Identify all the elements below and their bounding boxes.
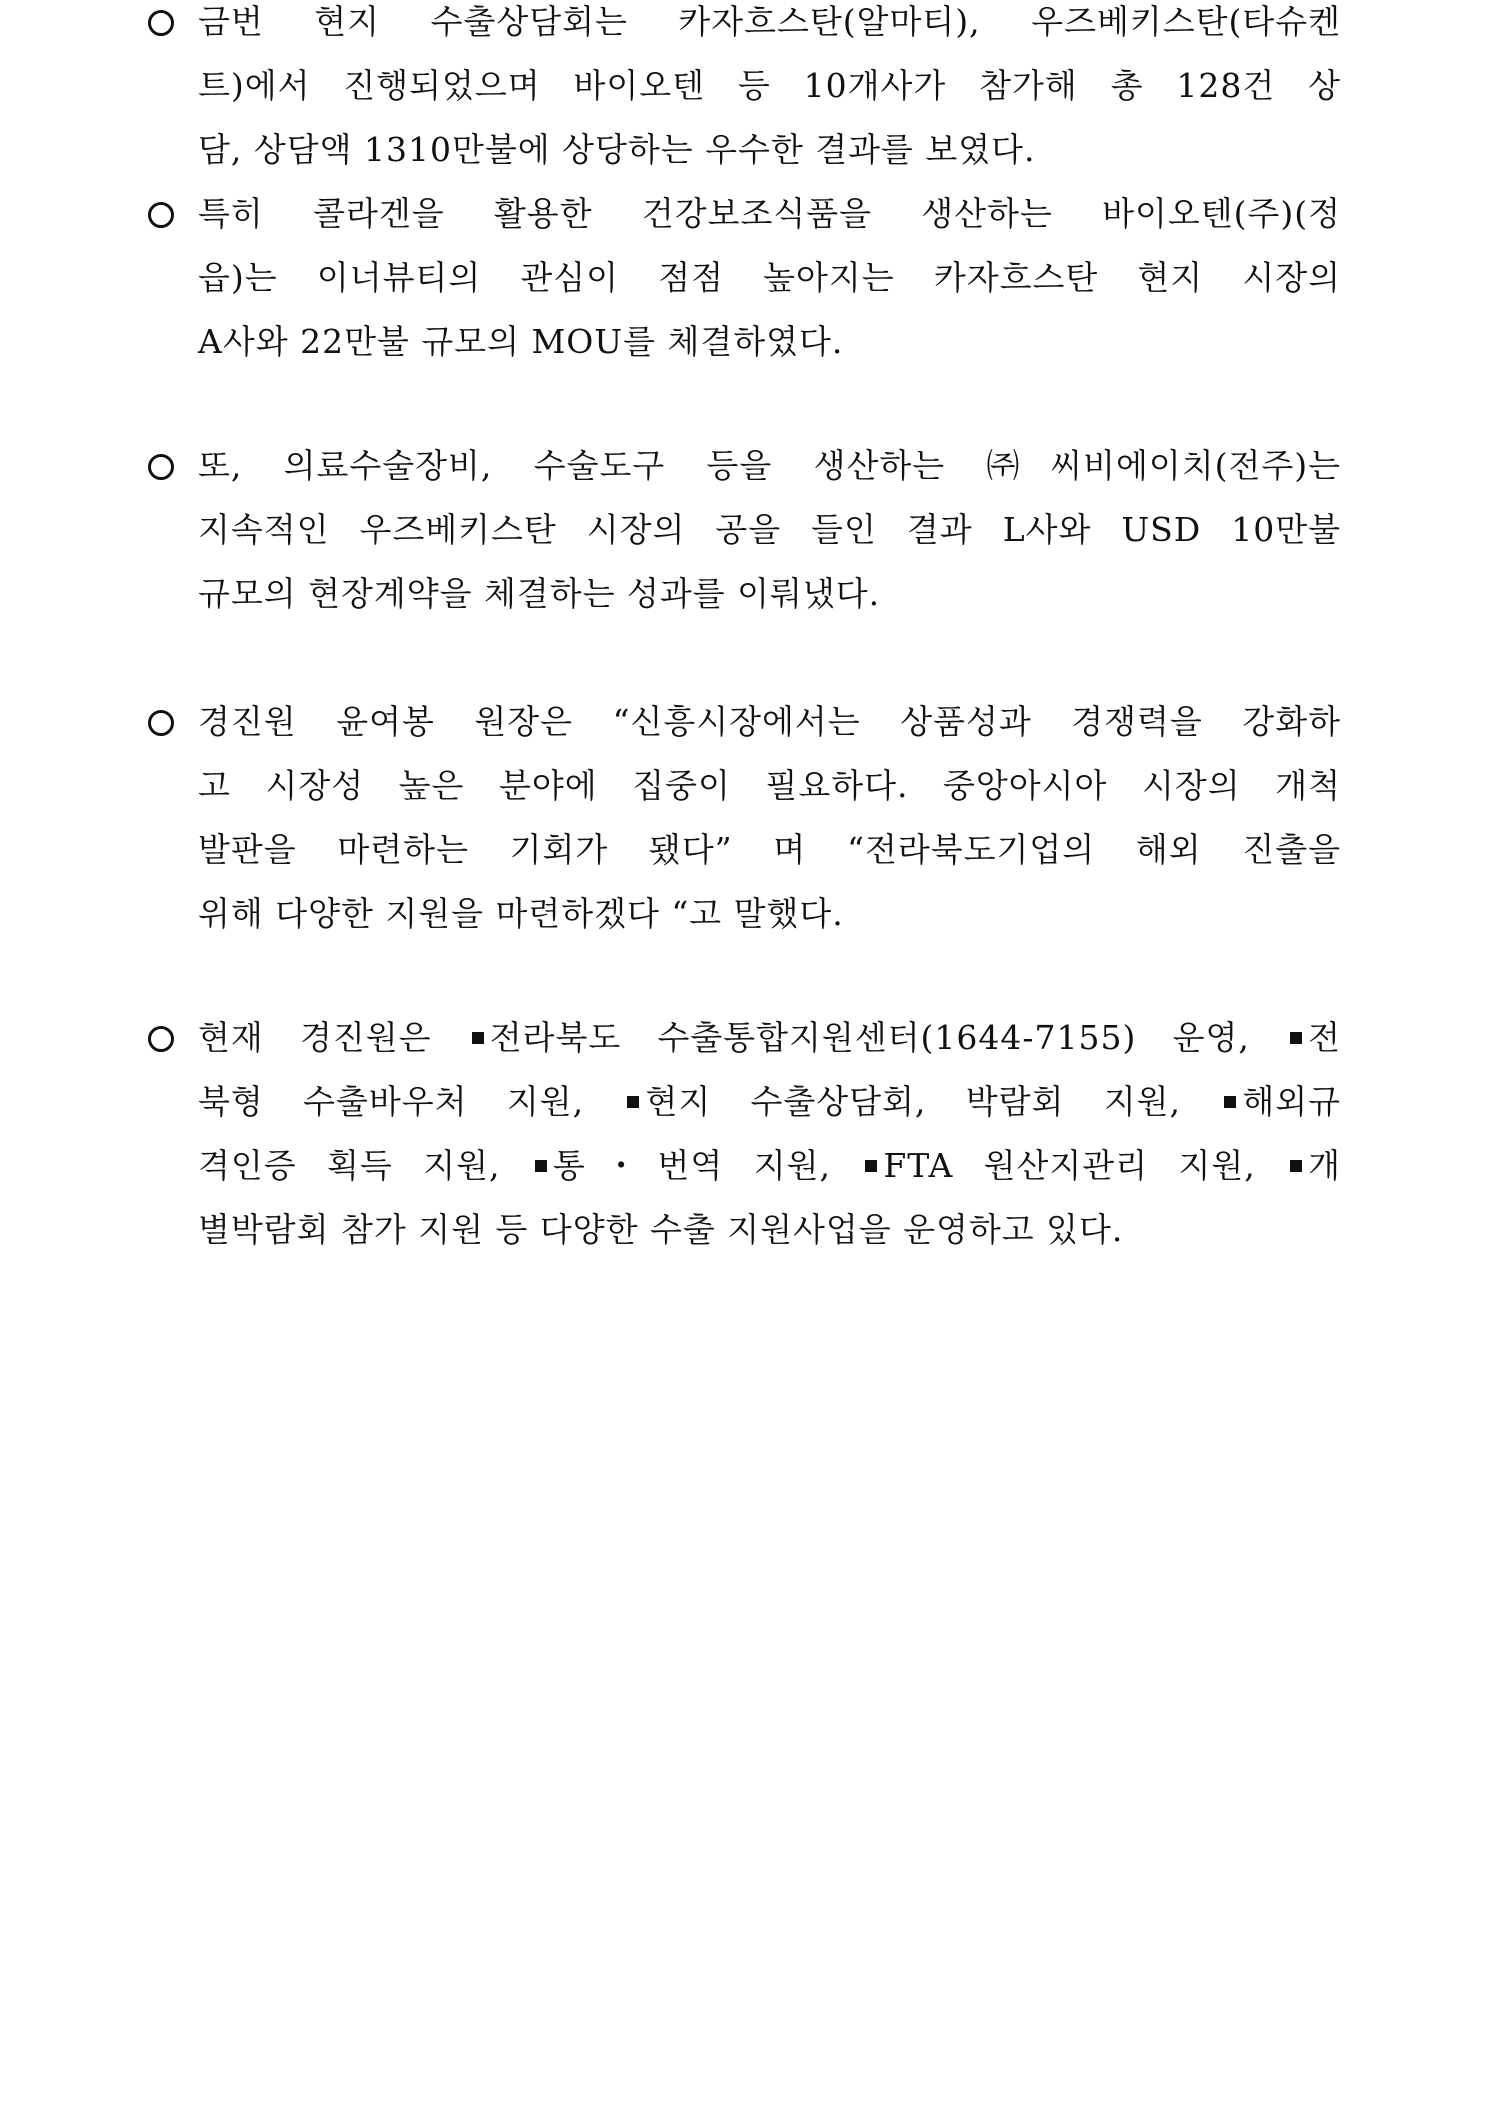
- paragraph-text: [198, 690, 1341, 946]
- circle-bullet-icon: [146, 194, 184, 234]
- text-line: 발판을 마련하는 기회가 됐다” 며 “전라북도기업의 해외 진출을: [198, 830, 1341, 869]
- square-bullet-icon: [1290, 1032, 1302, 1044]
- text-line: 읍)는 이너뷰티의 관심이 점점 높아지는 카자흐스탄 현지 시장의: [198, 258, 1341, 297]
- text-line: 담, 상담액 1310만불에 상당하는 우수한 결과를 보였다.: [198, 130, 1036, 169]
- line-segment: 해외규: [1242, 1082, 1341, 1121]
- line-segment: 격인증 획득 지원,: [198, 1146, 531, 1185]
- text-line: [198, 1070, 1341, 1134]
- line-segment: FTA 원산지관리 지원,: [883, 1146, 1287, 1185]
- text-line: 금번 현지 수출상담회는 카자흐스탄(알마티), 우즈베키스탄(타슈켄: [198, 2, 1341, 41]
- circle-bullet-icon: [146, 2, 184, 42]
- text-line: 또, 의료수술장비, 수술도구 등을 생산하는 ㈜씨비에이치(전주)는: [198, 446, 1341, 485]
- text-line: 트)에서 진행되었으며 바이오텐 등 10개사가 참가해 총 128건 상: [198, 66, 1341, 105]
- text-line: 고 시장성 높은 분야에 집중이 필요하다. 중앙아시아 시장의 개척: [198, 766, 1341, 805]
- line-segment: 개: [1308, 1146, 1342, 1185]
- paragraph-text: [198, 182, 1341, 374]
- text-line: 별박람회 참가 지원 등 다양한 수출 지원사업을 운영하고 있다.: [198, 1210, 1124, 1249]
- text-line: [198, 1134, 1341, 1198]
- line-segment: 현지 수출상담회, 박람회 지원,: [645, 1082, 1221, 1121]
- square-bullet-icon: [535, 1160, 547, 1172]
- circle-bullet-icon: [146, 1018, 184, 1058]
- square-bullet-icon: [472, 1032, 484, 1044]
- text-line: 지속적인 우즈베키스탄 시장의 공을 들인 결과 L사와 USD 10만불: [198, 510, 1341, 549]
- line-segment: 전: [1308, 1018, 1341, 1057]
- line-segment: 현재 경진원은: [198, 1018, 468, 1057]
- square-bullet-icon: [865, 1160, 877, 1172]
- line-segment: 북형 수출바우처 지원,: [198, 1082, 624, 1121]
- paragraph-text: [198, 0, 1341, 182]
- paragraph-text: [198, 1006, 1341, 1262]
- text-line: [198, 1006, 1341, 1070]
- line-segment: 통・번역 지원,: [552, 1146, 862, 1185]
- square-bullet-icon: [1224, 1096, 1236, 1108]
- paragraph-text: [198, 434, 1341, 626]
- text-line: 경진원 윤여봉 원장은 “신흥시장에서는 상품성과 경쟁력을 강화하: [198, 702, 1341, 741]
- square-bullet-icon: [627, 1096, 639, 1108]
- square-bullet-icon: [1290, 1160, 1302, 1172]
- text-line: A사와 22만불 규모의 MOU를 체결하였다.: [198, 322, 844, 361]
- text-line: 규모의 현장계약을 체결하는 성과를 이뤄냈다.: [198, 574, 881, 613]
- line-segment: 전라북도 수출통합지원센터(1644-7155) 운영,: [489, 1018, 1287, 1057]
- circle-bullet-icon: [146, 446, 184, 486]
- circle-bullet-icon: [146, 702, 184, 742]
- text-line: 위해 다양한 지원을 마련하겠다 “고 말했다.: [198, 894, 844, 933]
- text-line: 특히 콜라겐을 활용한 건강보조식품을 생산하는 바이오텐(주)(정: [198, 194, 1341, 233]
